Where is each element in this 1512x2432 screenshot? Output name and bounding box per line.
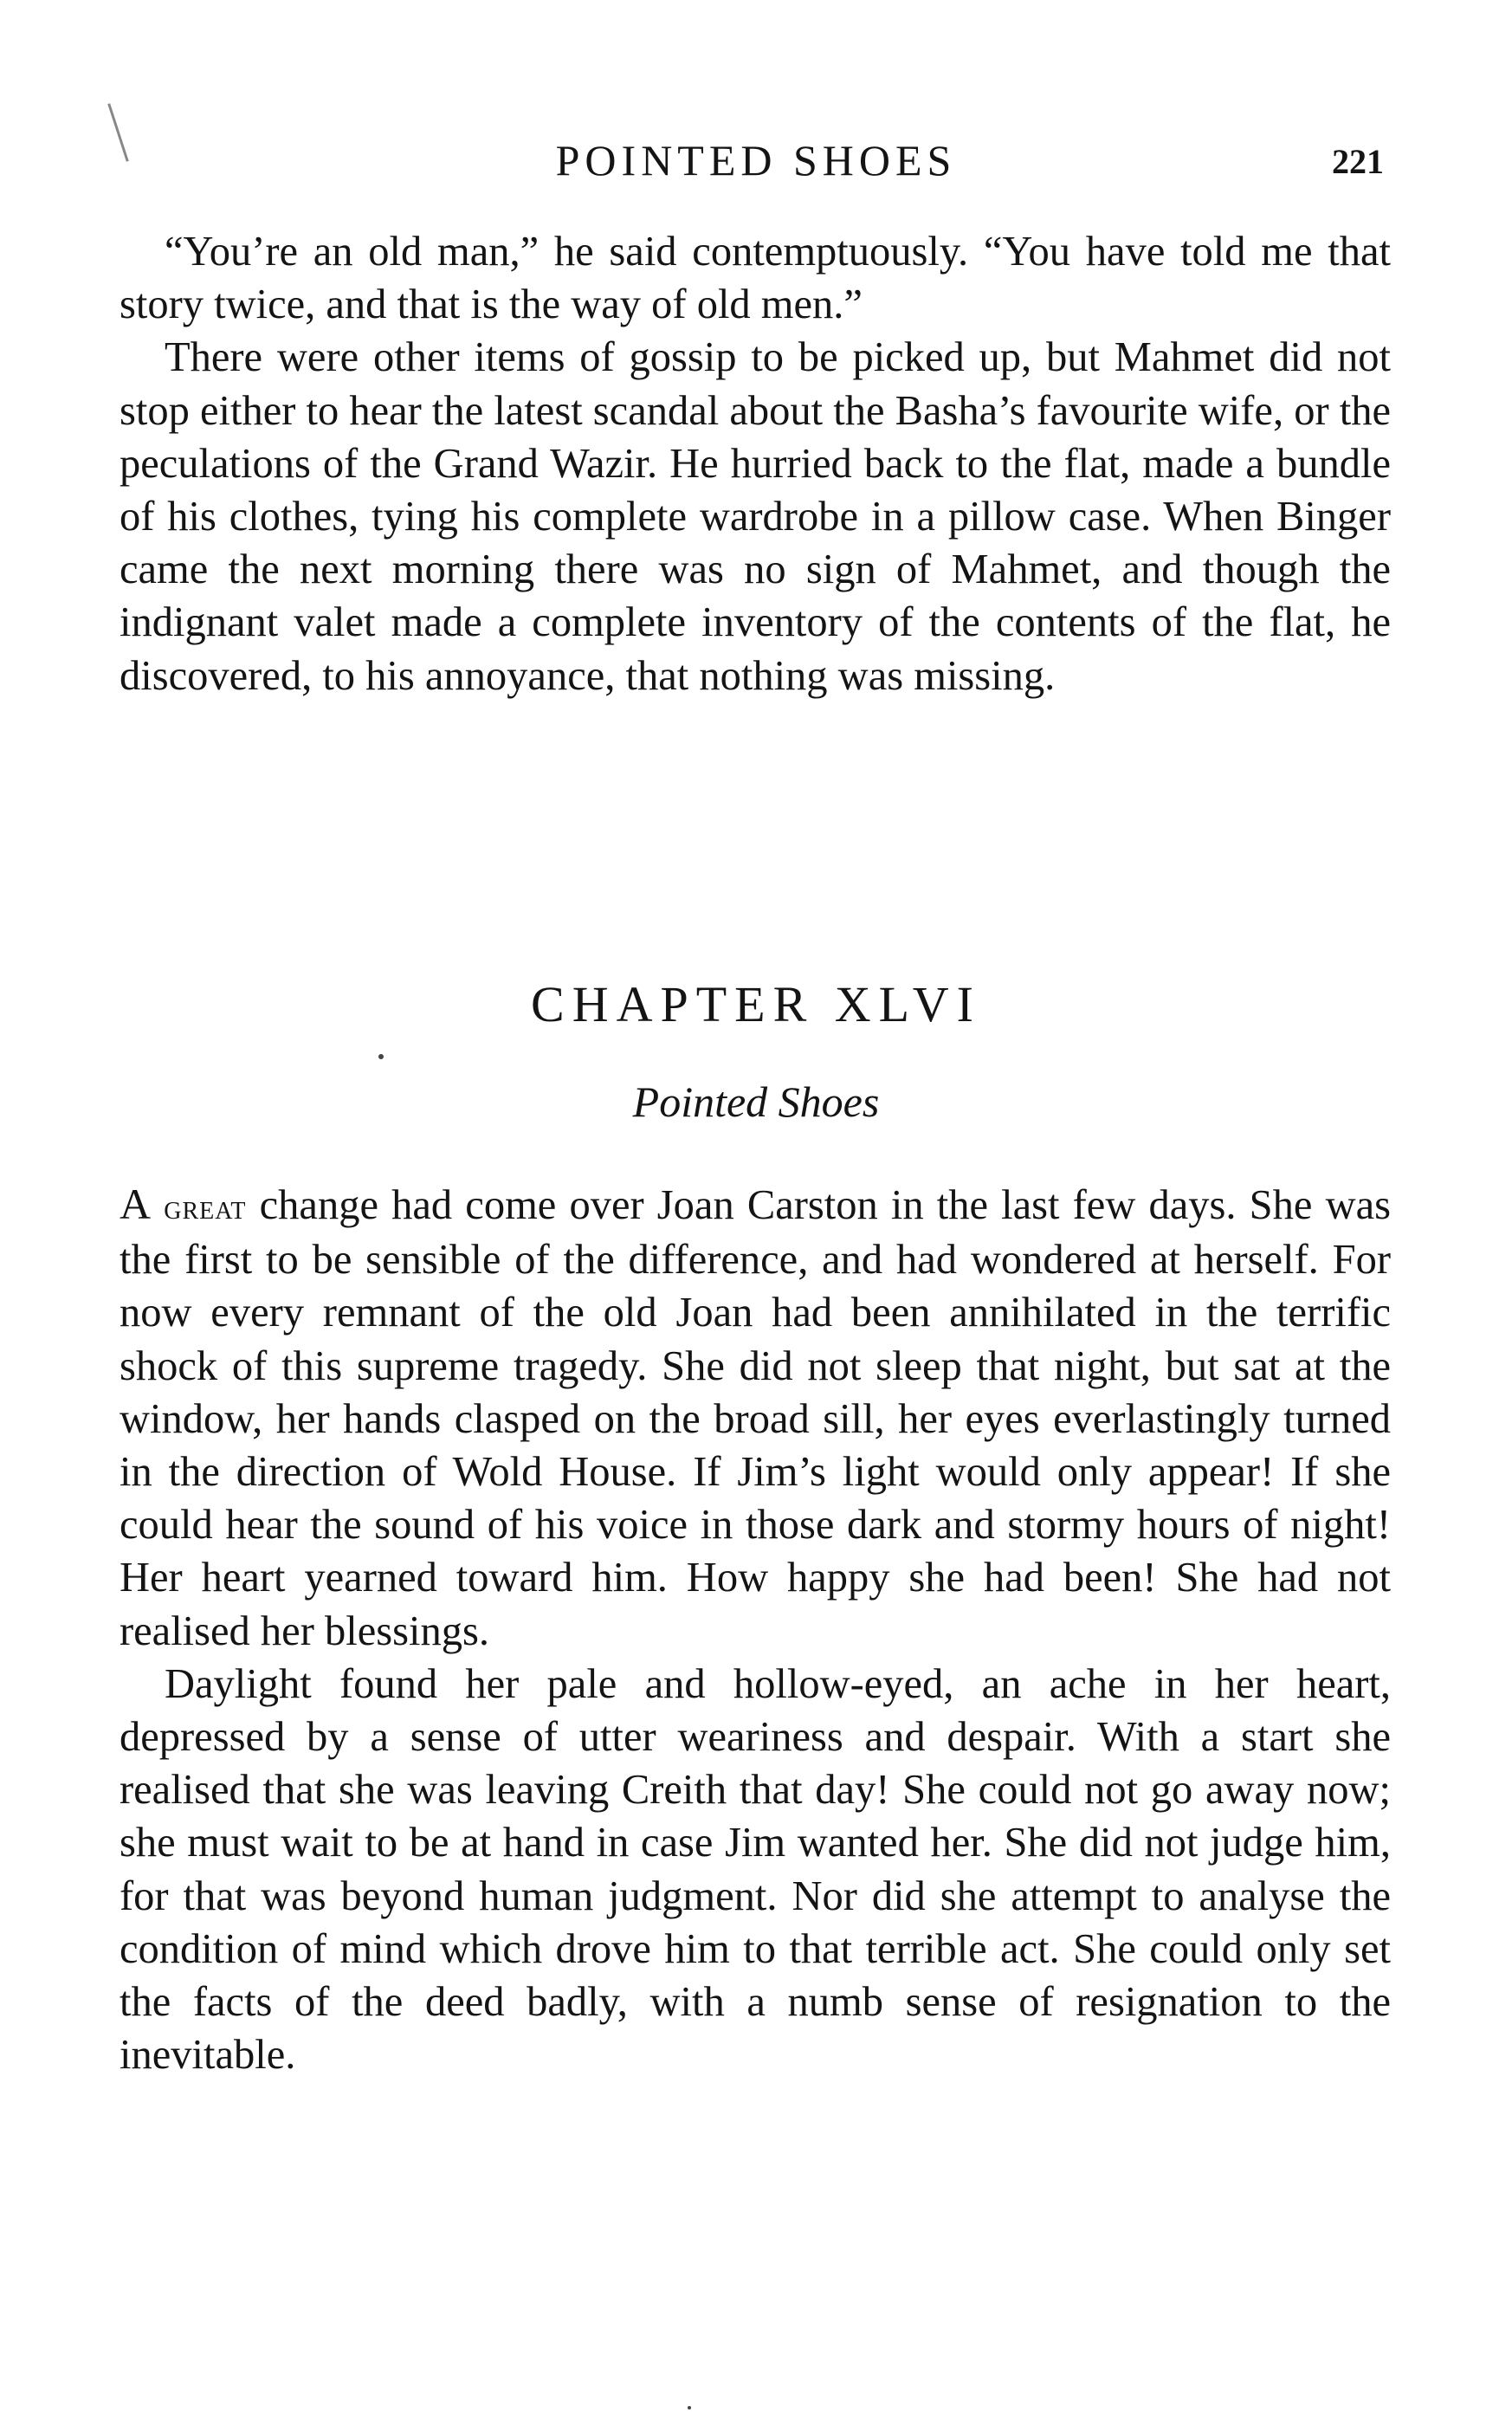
paragraph: “You’re an old man,” he said contemptuously. “You have told me that story twice, and that is the way of old men.” — [120, 229, 1391, 328]
page-number: 221 — [1332, 142, 1384, 181]
paragraph: Daylight found her pale and hollow-eyed, an ache in her heart, depressed by a sense of utter weariness and despair. With a start she realised that she was leaving Creith that day! She could not go away now; she must wait to be at hand in case Jim wanted her. She did not judge him, for that was beyond human judgment. Nor did she attempt to analyse the condition of mind which drove him to that terrible act. She could only set the facts of the deed badly, with a numb sense of resignation to the inevitable. — [120, 1660, 1391, 2079]
paragraph: There were other items of gossip to be picked up, but Mahmet did not stop either to hear the latest scandal about the Basha’s favourite wife, or the peculations of the Grand Wazir. He hurried back to the flat, made a bundle of his clothes, tying his complete wardrobe in a pillow case. When Binger came the next morning there was no sign of Mahmet, and though the indignant valet made a complete inventory of the contents of the flat, he discovered, to his annoyance, that nothing was missing. — [120, 334, 1391, 699]
opening-paragraph-text: change had come over Joan Carston in the last few days. She was the first to be sensible of the difference, and had wondered at herself. For now every remnant of the old Joan had been annihilated in the terrific shock of this supreme tragedy. She did not sleep that night, but sat at the window, her hands clasped on the broad sill, her eyes everlastingly turned in the direction of Wold House. If Jim’s light would only appear! If she could hear the sound of his voice in those dark and stormy hours of night! Her heart yearned toward him. How happy she had been! She had not realised her blessings. — [120, 1182, 1391, 1654]
drop-cap: A — [120, 1180, 152, 1228]
running-header — [0, 134, 1512, 186]
text-block-chapter — [120, 1178, 1391, 2081]
opening-small-caps: great — [164, 1187, 247, 1226]
running-title: POINTED SHOES — [555, 136, 957, 184]
chapter-number: CHAPTER XLVI — [531, 976, 981, 1032]
text-block-top — [120, 225, 1391, 702]
chapter-title: Pointed Shoes — [632, 1077, 880, 1126]
opening-paragraph — [120, 1178, 1391, 1658]
print-speck — [688, 2406, 691, 2409]
print-speck — [378, 1054, 384, 1059]
